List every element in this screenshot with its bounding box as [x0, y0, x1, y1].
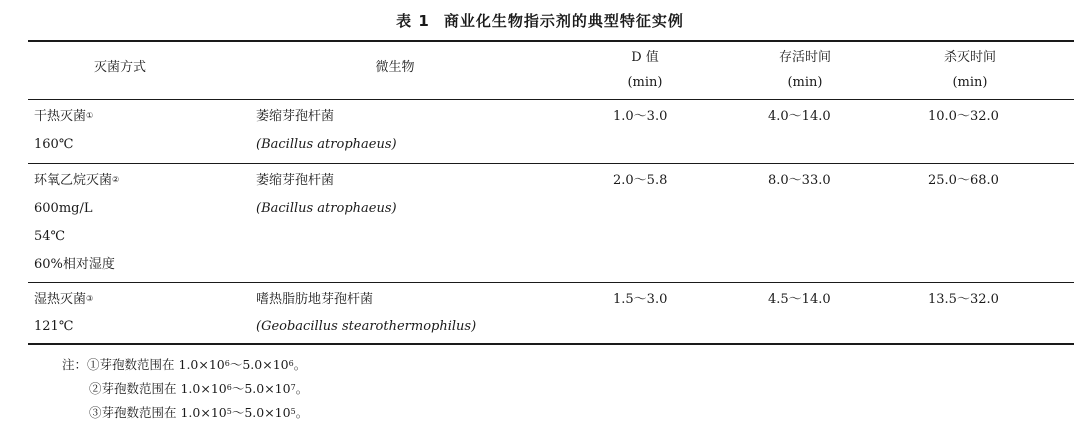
note-label: 注：	[62, 357, 88, 372]
header-survival: 存活时间	[778, 50, 831, 65]
row3-d-value: 1.5～3.0	[613, 292, 668, 307]
row1-d-value: 1.0～3.0	[613, 109, 668, 124]
row3-method: 湿热灭菌③	[34, 292, 94, 307]
header-kill: 杀灭时间	[943, 50, 996, 65]
row1-survival: 4.0～14.0	[768, 109, 831, 124]
row2-method: 环氧乙烷灭菌②	[34, 173, 120, 188]
note-1: 注：①芽孢数范围在 $1.0\times 10^6\sim 5.0\times 10^6$。	[62, 357, 307, 372]
row1-temperature: 160℃	[34, 137, 74, 152]
top-rule	[28, 40, 1074, 42]
row2-survival: 8.0～33.0	[768, 173, 831, 188]
table-number: 表 1	[396, 12, 430, 30]
row2-concentration: 600mg/L	[34, 201, 93, 216]
header-organism: 微生物	[375, 60, 415, 75]
header-d-value: D 值	[631, 50, 659, 65]
row2-temperature: 54℃	[34, 229, 66, 244]
note-2: ②芽孢数范围在 $1.0\times 10^6\sim 5.0\times 10^7$。	[89, 381, 309, 396]
row2-d-value: 2.0～5.8	[613, 173, 668, 188]
table-title	[0, 10, 1080, 31]
row3-organism-latin: (Geobacillus stearothermophilus)	[256, 319, 477, 334]
row2-humidity: 60%相对湿度	[34, 257, 115, 272]
row2-rule	[28, 282, 1074, 283]
row3-temperature: 121℃	[34, 319, 74, 334]
row1-kill: 10.0～32.0	[928, 109, 999, 124]
row3-organism: 嗜热脂肪地芽孢杆菌	[256, 292, 374, 307]
row1-organism-latin: (Bacillus atrophaeus)	[256, 137, 397, 152]
header-survival-unit: (min)	[787, 75, 823, 90]
row2-organism: 萎缩芽孢杆菌	[256, 173, 335, 188]
row3-survival: 4.5～14.0	[768, 292, 831, 307]
row2-kill: 25.0～68.0	[928, 173, 999, 188]
row1-method: 干热灭菌①	[34, 109, 94, 124]
note-3: ③芽孢数范围在 $1.0\times 10^5\sim 5.0\times 10^5$。	[89, 405, 309, 420]
row2-organism-latin: (Bacillus atrophaeus)	[256, 201, 397, 216]
bottom-rule	[28, 343, 1074, 345]
row1-organism: 萎缩芽孢杆菌	[256, 109, 335, 124]
header-kill-unit: (min)	[952, 75, 988, 90]
header-d-unit: (min)	[627, 75, 663, 90]
header-method: 灭菌方式	[93, 60, 146, 75]
row3-kill: 13.5～32.0	[928, 292, 999, 307]
table-title-text: 商业化生物指示剂的典型特征实例	[443, 12, 684, 30]
header-rule	[28, 99, 1074, 100]
row1-rule	[28, 163, 1074, 164]
